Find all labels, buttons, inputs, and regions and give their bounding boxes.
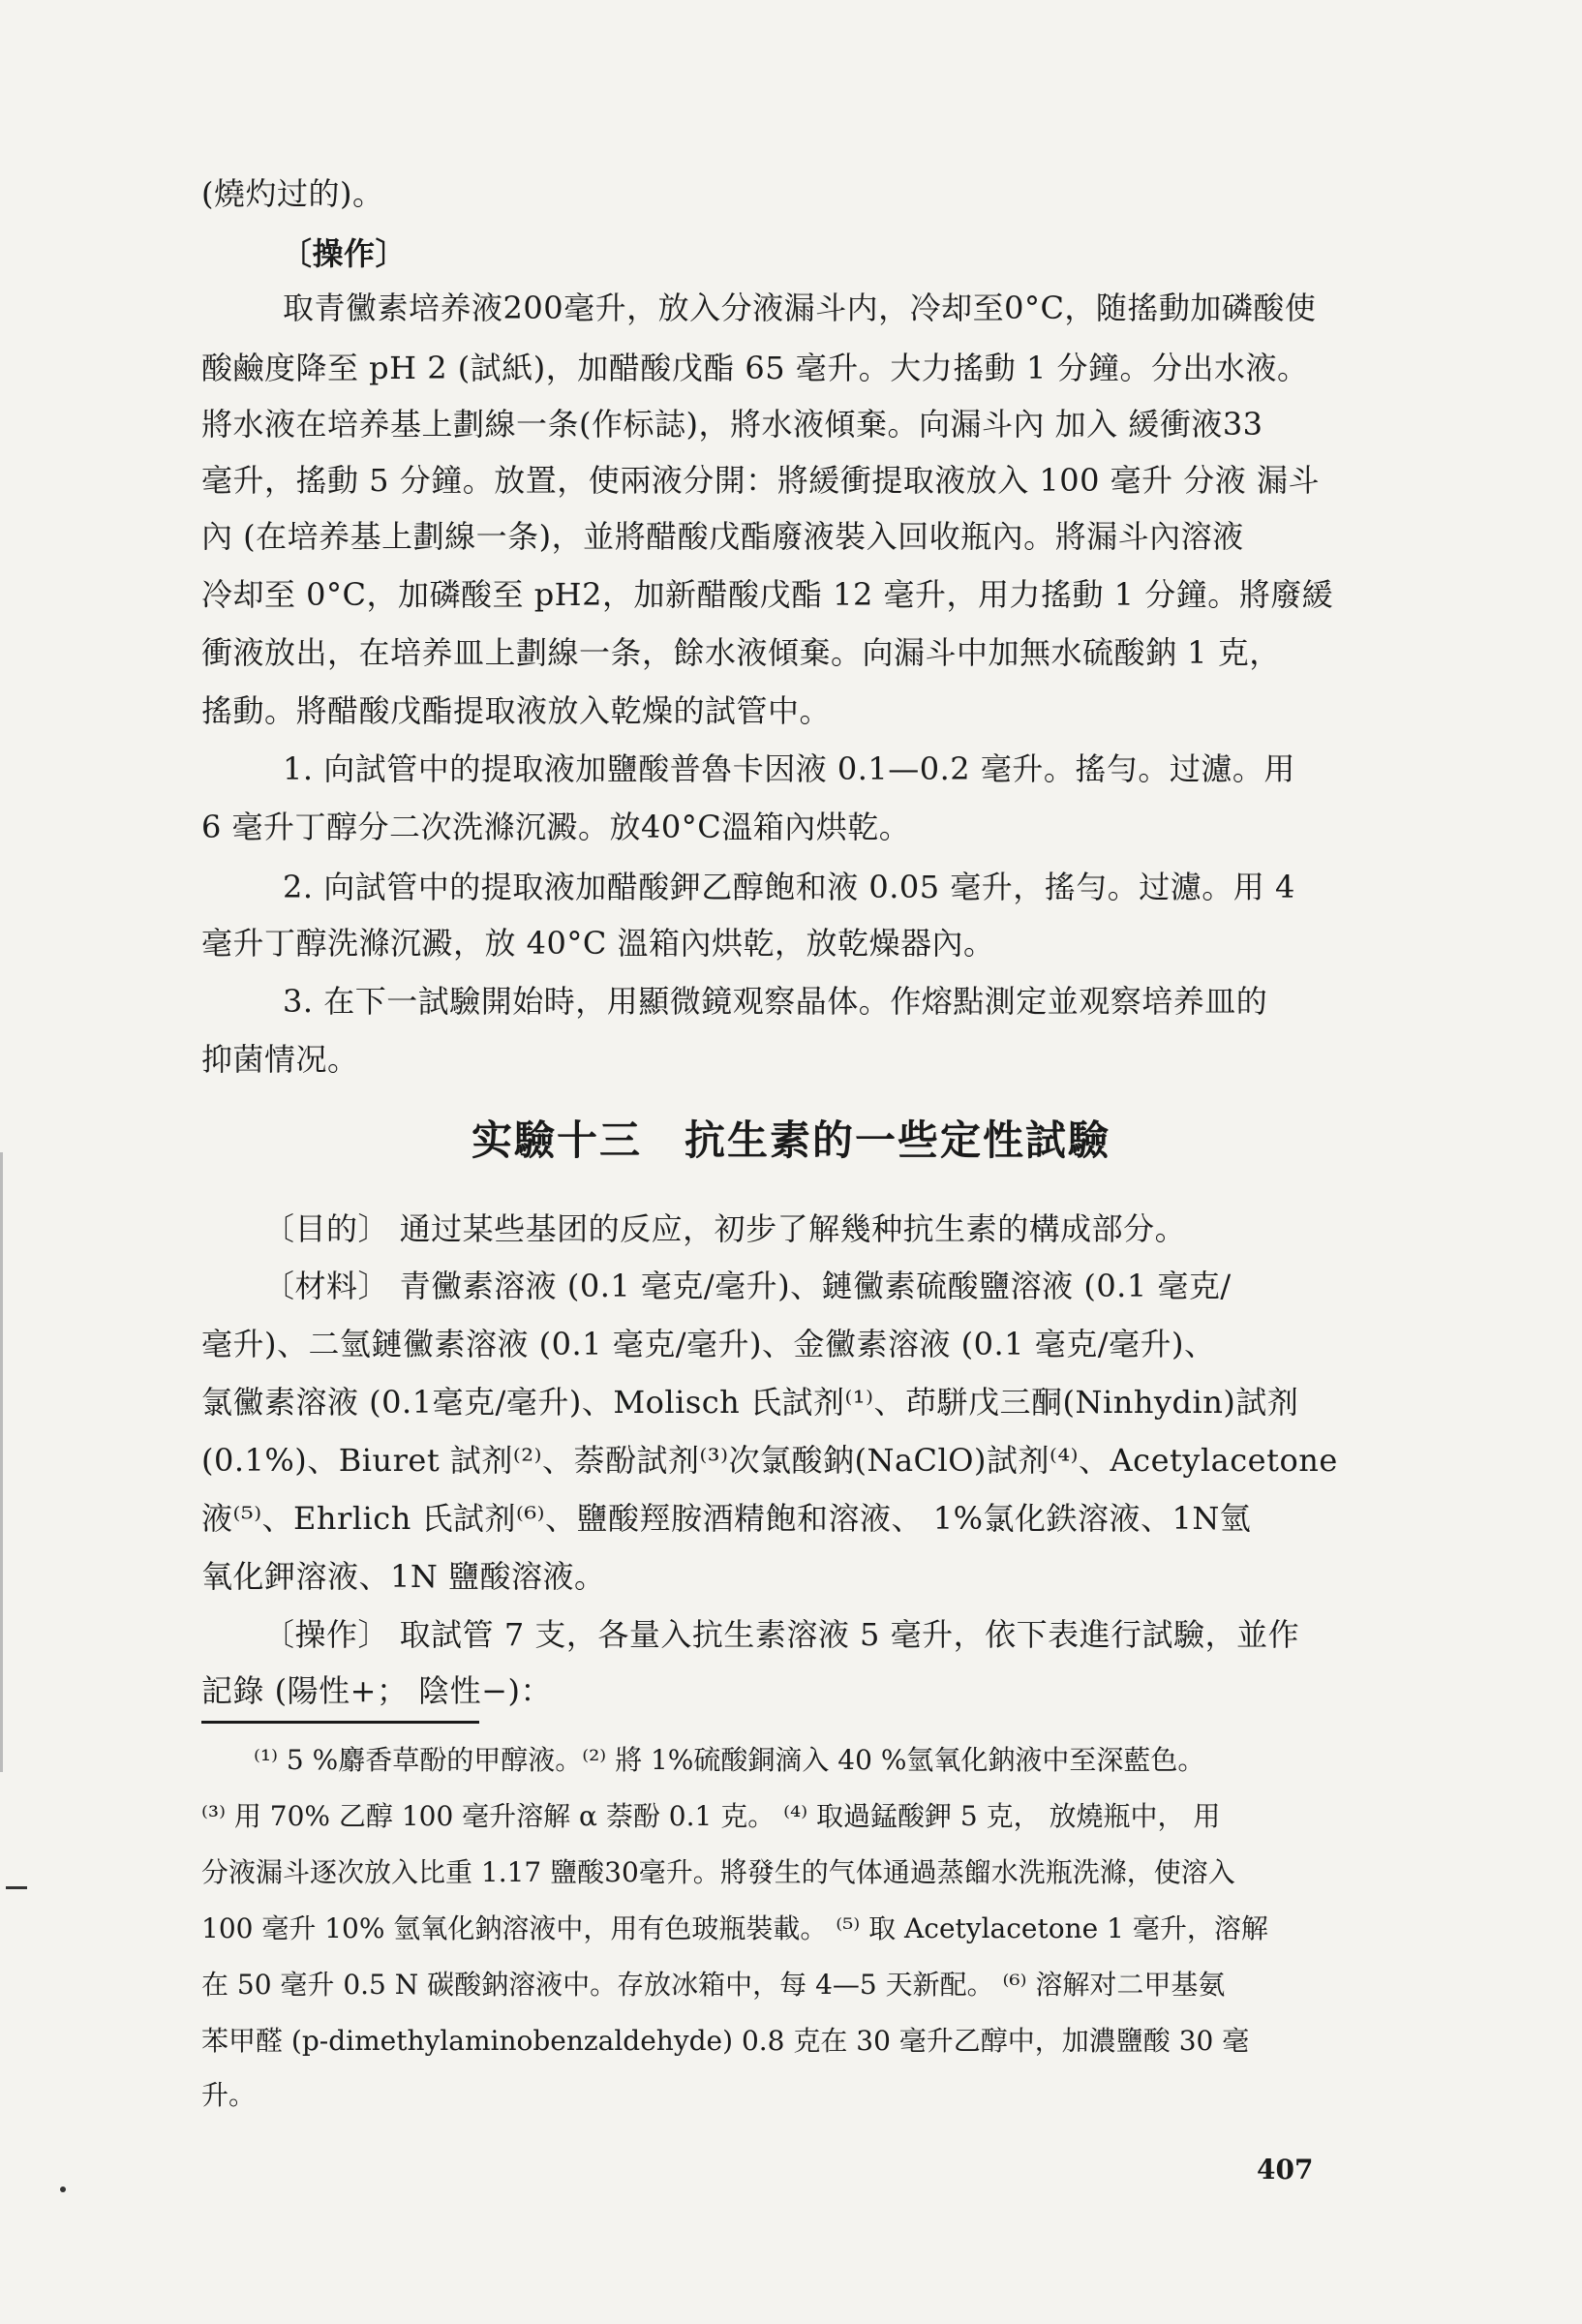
text-line: (燒灼过的)。 (201, 175, 384, 212)
text-line: 衝液放出，在培养皿上劃線一条，餘水液傾棄。向漏斗中加無水硫酸鈉 1 克， (201, 634, 1281, 671)
footnote-line: 分液漏斗逐次放入比重 1.17 鹽酸30毫升。將發生的气体通過蒸餾水洗瓶洗滌，使溶入 (201, 1856, 1235, 1888)
footnote-divider (201, 1721, 479, 1724)
purpose-line: 〔目的〕 通过某些基团的反应，初步了解幾种抗生素的構成部分。 (263, 1210, 1187, 1247)
text-line: 毫升)、二氫鏈黴素溶液 (0.1 毫克/毫升)、金黴素溶液 (0.1 毫克/毫升)、 (201, 1326, 1216, 1362)
scan-edge-mark (0, 1152, 3, 1772)
text-line: 液⁽⁵⁾、Ehrlich 氏試剂⁽⁶⁾、鹽酸羥胺酒精飽和溶液、 1%氯化鉄溶液、1N氫 (201, 1500, 1252, 1537)
text-line: 6 毫升丁醇分二次洗滌沉澱。放40°C溫箱內烘乾。 (201, 809, 911, 845)
operation-label: 〔操作〕 (281, 235, 408, 272)
text-line: 毫升丁醇洗滌沉澱，放 40°C 溫箱內烘乾，放乾燥器內。 (201, 925, 995, 962)
text-line: 抑菌情况。 (201, 1041, 359, 1078)
text-line: 搖動。將醋酸戊酯提取液放入乾燥的試管中。 (201, 692, 832, 729)
text-line: 內 (在培养基上劃線一条)，並將醋酸戊酯廢液裝入回收瓶內。將漏斗內溶液 (201, 518, 1244, 555)
text-line: 氯黴素溶液 (0.1毫克/毫升)、Molisch 氏試剂⁽¹⁾、茚駢戊三酮(Ninhydin)試剂 (201, 1384, 1299, 1421)
step-2: 2. 向試管中的提取液加醋酸鉀乙醇飽和液 0.05 毫升，搖勻。过濾。用 4 (283, 869, 1295, 905)
text-line: 將水液在培养基上劃線一条(作标誌)，將水液傾棄。向漏斗內 加入 緩衝液33 (201, 406, 1263, 443)
footnote-line: 100 毫升 10% 氫氧化鈉溶液中，用有色玻瓶裝載。 ⁽⁵⁾ 取 Acetylacetone 1 毫升，溶解 (201, 1912, 1268, 1944)
section-heading: 实驗十三 抗生素的一些定性試驗 (471, 1116, 1110, 1164)
operation-line: 〔操作〕 取試管 7 支，各量入抗生素溶液 5 毫升，依下表進行試驗，並作 (263, 1616, 1300, 1653)
text-line: 酸鹼度降至 pH 2 (試紙)，加醋酸戊酯 65 毫升。大力搖動 1 分鐘。分出水液。 (201, 350, 1309, 386)
text-line: (0.1%)、Biuret 試剂⁽²⁾、萘酚試剂⁽³⁾次氯酸鈉(NaClO)試剂⁽⁴⁾、Acetylacetone (201, 1442, 1338, 1479)
page-number: 407 (1257, 2154, 1314, 2186)
footnote-line: 苯甲醛 (p-dimethylaminobenzaldehyde) 0.8 克在 30 毫升乙醇中，加濃鹽酸 30 毫 (201, 2025, 1250, 2057)
text-line: 記錄 (陽性+； 陰性−)： (201, 1672, 552, 1709)
text-line: 取青黴素培养液200毫升，放入分液漏斗内，冷却至0°C，随搖動加磷酸使 (283, 290, 1317, 326)
scan-dot-mark (60, 2186, 66, 2192)
materials-line: 〔材料〕 青黴素溶液 (0.1 毫克/毫升)、鏈黴素硫酸鹽溶液 (0.1 毫克/ (263, 1268, 1232, 1304)
footnote-line: ⁽¹⁾ 5 %麝香草酚的甲醇液。⁽²⁾ 將 1%硫酸銅滴入 40 %氫氧化鈉液中至深藍色。 (254, 1744, 1205, 1776)
text-line: 冷却至 0°C，加磷酸至 pH2，加新醋酸戊酯 12 毫升，用力搖動 1 分鐘。將廢緩 (201, 576, 1334, 613)
footnote-line: 在 50 毫升 0.5 N 碳酸鈉溶液中。存放冰箱中，每 4—5 天新配。 ⁽⁶⁾ 溶解对二甲基氨 (201, 1969, 1226, 2001)
text-line: 毫升，搖動 5 分鐘。放置，使兩液分開：將緩衝提取液放入 100 毫升 分液 漏斗 (201, 462, 1320, 499)
text-line: 氧化鉀溶液、1N 鹽酸溶液。 (201, 1558, 606, 1595)
step-3: 3. 在下一試驗開始時，用顯微鏡观察晶体。作熔點測定並观察培养皿的 (283, 983, 1268, 1020)
footnote-line: ⁽³⁾ 用 70% 乙醇 100 毫升溶解 α 萘酚 0.1 克。 ⁽⁴⁾ 取過錳酸鉀 5 克， 放燒瓶中， 用 (201, 1800, 1221, 1832)
footnote-line: 升。 (201, 2079, 257, 2111)
scan-tick-mark (6, 1886, 27, 1889)
step-1: 1. 向試管中的提取液加鹽酸普魯卡因液 0.1—0.2 毫升。搖勻。过濾。用 (283, 750, 1295, 787)
